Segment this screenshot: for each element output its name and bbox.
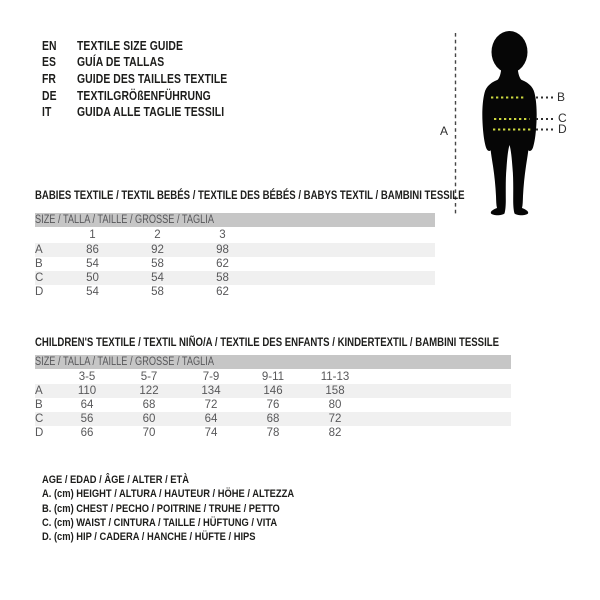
table-row (35, 257, 435, 271)
table-header-bar: SIZE / TALLA / TAILLE / GRÖSSE / TAGLIA (35, 355, 511, 369)
size-cell: 62 (216, 258, 229, 270)
language-title: TEXTILE SIZE GUIDE (77, 37, 184, 53)
child-right-arm-silhouette (519, 79, 537, 151)
size-cell: 68 (142, 399, 156, 411)
size-cell: 98 (216, 244, 229, 256)
table-row (35, 412, 511, 426)
size-cell: 82 (328, 427, 342, 439)
size-col-header: 3 (219, 229, 226, 241)
size-cell: 50 (86, 272, 99, 284)
size-cell: 72 (204, 399, 218, 411)
size-cell: 76 (266, 399, 280, 411)
legend-height: A. (cm) HEIGHT / ALTURA / HAUTEUR / HÖHE / ALTEZZA (42, 488, 295, 501)
language-code: IT (42, 104, 52, 120)
size-cell: 62 (216, 286, 229, 298)
language-title: GUÍA DE TALLAS (77, 54, 165, 70)
language-code: EN (42, 37, 57, 53)
legend-chest: B. (cm) CHEST / PECHO / POITRINE / TRUHE / PETTO (42, 502, 280, 515)
size-col-header: 7-9 (202, 370, 220, 383)
size-header-row (35, 369, 511, 384)
children-size-table (35, 355, 511, 440)
figure-label-hip: D (558, 122, 567, 136)
figure-label-chest: B (557, 90, 566, 104)
table-row (35, 384, 511, 398)
table-header-bar: SIZE / TALLA / TAILLE / GRÖSSE / TAGLIA (35, 213, 435, 227)
size-cell: 70 (142, 427, 156, 439)
size-cell: 58 (151, 258, 164, 270)
size-cell: 72 (328, 413, 342, 425)
size-cell: 122 (139, 385, 159, 397)
size-cell: 64 (204, 413, 218, 425)
row-label: D (35, 286, 44, 298)
child-head-silhouette (492, 31, 528, 73)
figure-label-waist: C (558, 111, 567, 125)
size-cell: 58 (151, 286, 164, 298)
size-cell: 74 (204, 427, 218, 439)
language-code: ES (42, 54, 57, 70)
size-cell: 86 (86, 244, 99, 256)
table-row (35, 285, 435, 299)
language-row-de (42, 87, 265, 104)
row-label: B (35, 399, 43, 411)
size-col-header: 5-7 (140, 370, 158, 383)
child-left-arm-silhouette (482, 79, 500, 151)
table-row (35, 426, 511, 440)
language-row-it (42, 103, 265, 120)
table-row (35, 243, 435, 257)
row-label: C (35, 272, 44, 284)
size-cell: 134 (201, 385, 221, 397)
language-title-list (42, 37, 265, 120)
size-cell: 110 (77, 385, 97, 397)
size-cell: 54 (151, 272, 164, 284)
size-cell: 64 (80, 399, 94, 411)
language-row-es (42, 54, 265, 71)
row-label: D (35, 427, 44, 439)
language-title: GUIDA ALLE TAGLIE TESSILI (77, 104, 225, 120)
size-col-header: 3-5 (78, 370, 96, 383)
size-col-header: 11-13 (320, 370, 350, 383)
size-cell: 66 (80, 427, 94, 439)
size-col-header: 2 (154, 229, 161, 241)
language-code: DE (42, 87, 57, 103)
row-label: A (35, 244, 43, 256)
row-label: C (35, 413, 44, 425)
language-row-en (42, 37, 265, 54)
table-header-row (35, 213, 435, 227)
babies-size-table (35, 213, 435, 299)
babies-section-title: BABIES TEXTILE / TEXTIL BEBÉS / TEXTILE DES BÉBÉS / BABYS TEXTIL / BAMBINI TESSILE (35, 188, 465, 202)
language-title: TEXTILGRÖßENFÜHRUNG (77, 87, 211, 103)
table-row (35, 398, 511, 412)
legend-hip: D. (cm) HIP / CADERA / HANCHE / HÜFTE / HIPS (42, 531, 256, 544)
size-col-header: 9-11 (261, 370, 285, 383)
size-cell: 78 (266, 427, 280, 439)
legend-age: AGE / EDAD / ÂGE / ALTER / ETÀ (42, 474, 190, 487)
size-cell: 58 (216, 272, 229, 284)
table-header-row (35, 355, 511, 369)
figure-label-height: A (440, 124, 449, 138)
language-code: FR (42, 70, 57, 86)
size-cell: 80 (328, 399, 342, 411)
size-col-header: 1 (89, 229, 96, 241)
size-cell: 92 (151, 244, 164, 256)
size-cell: 68 (266, 413, 280, 425)
row-label: A (35, 385, 43, 397)
table-row (35, 271, 435, 285)
language-title: GUIDE DES TAILLES TEXTILE (77, 70, 228, 86)
size-header-row (35, 227, 435, 243)
language-row-fr (42, 70, 265, 87)
children-section-title: CHILDREN'S TEXTILE / TEXTIL NIÑO/A / TEXTILE DES ENFANTS / KINDERTEXTIL / BAMBINI TESSILE (35, 335, 500, 349)
legend-waist: C. (cm) WAIST / CINTURA / TAILLE / HÜFTUNG / VITA (42, 517, 278, 530)
size-cell: 158 (325, 385, 345, 397)
size-cell: 146 (263, 385, 283, 397)
size-cell: 54 (86, 286, 99, 298)
size-cell: 56 (80, 413, 94, 425)
size-cell: 54 (86, 258, 99, 270)
measurement-legend (42, 473, 339, 545)
row-label: B (35, 258, 43, 270)
size-cell: 60 (142, 413, 156, 425)
